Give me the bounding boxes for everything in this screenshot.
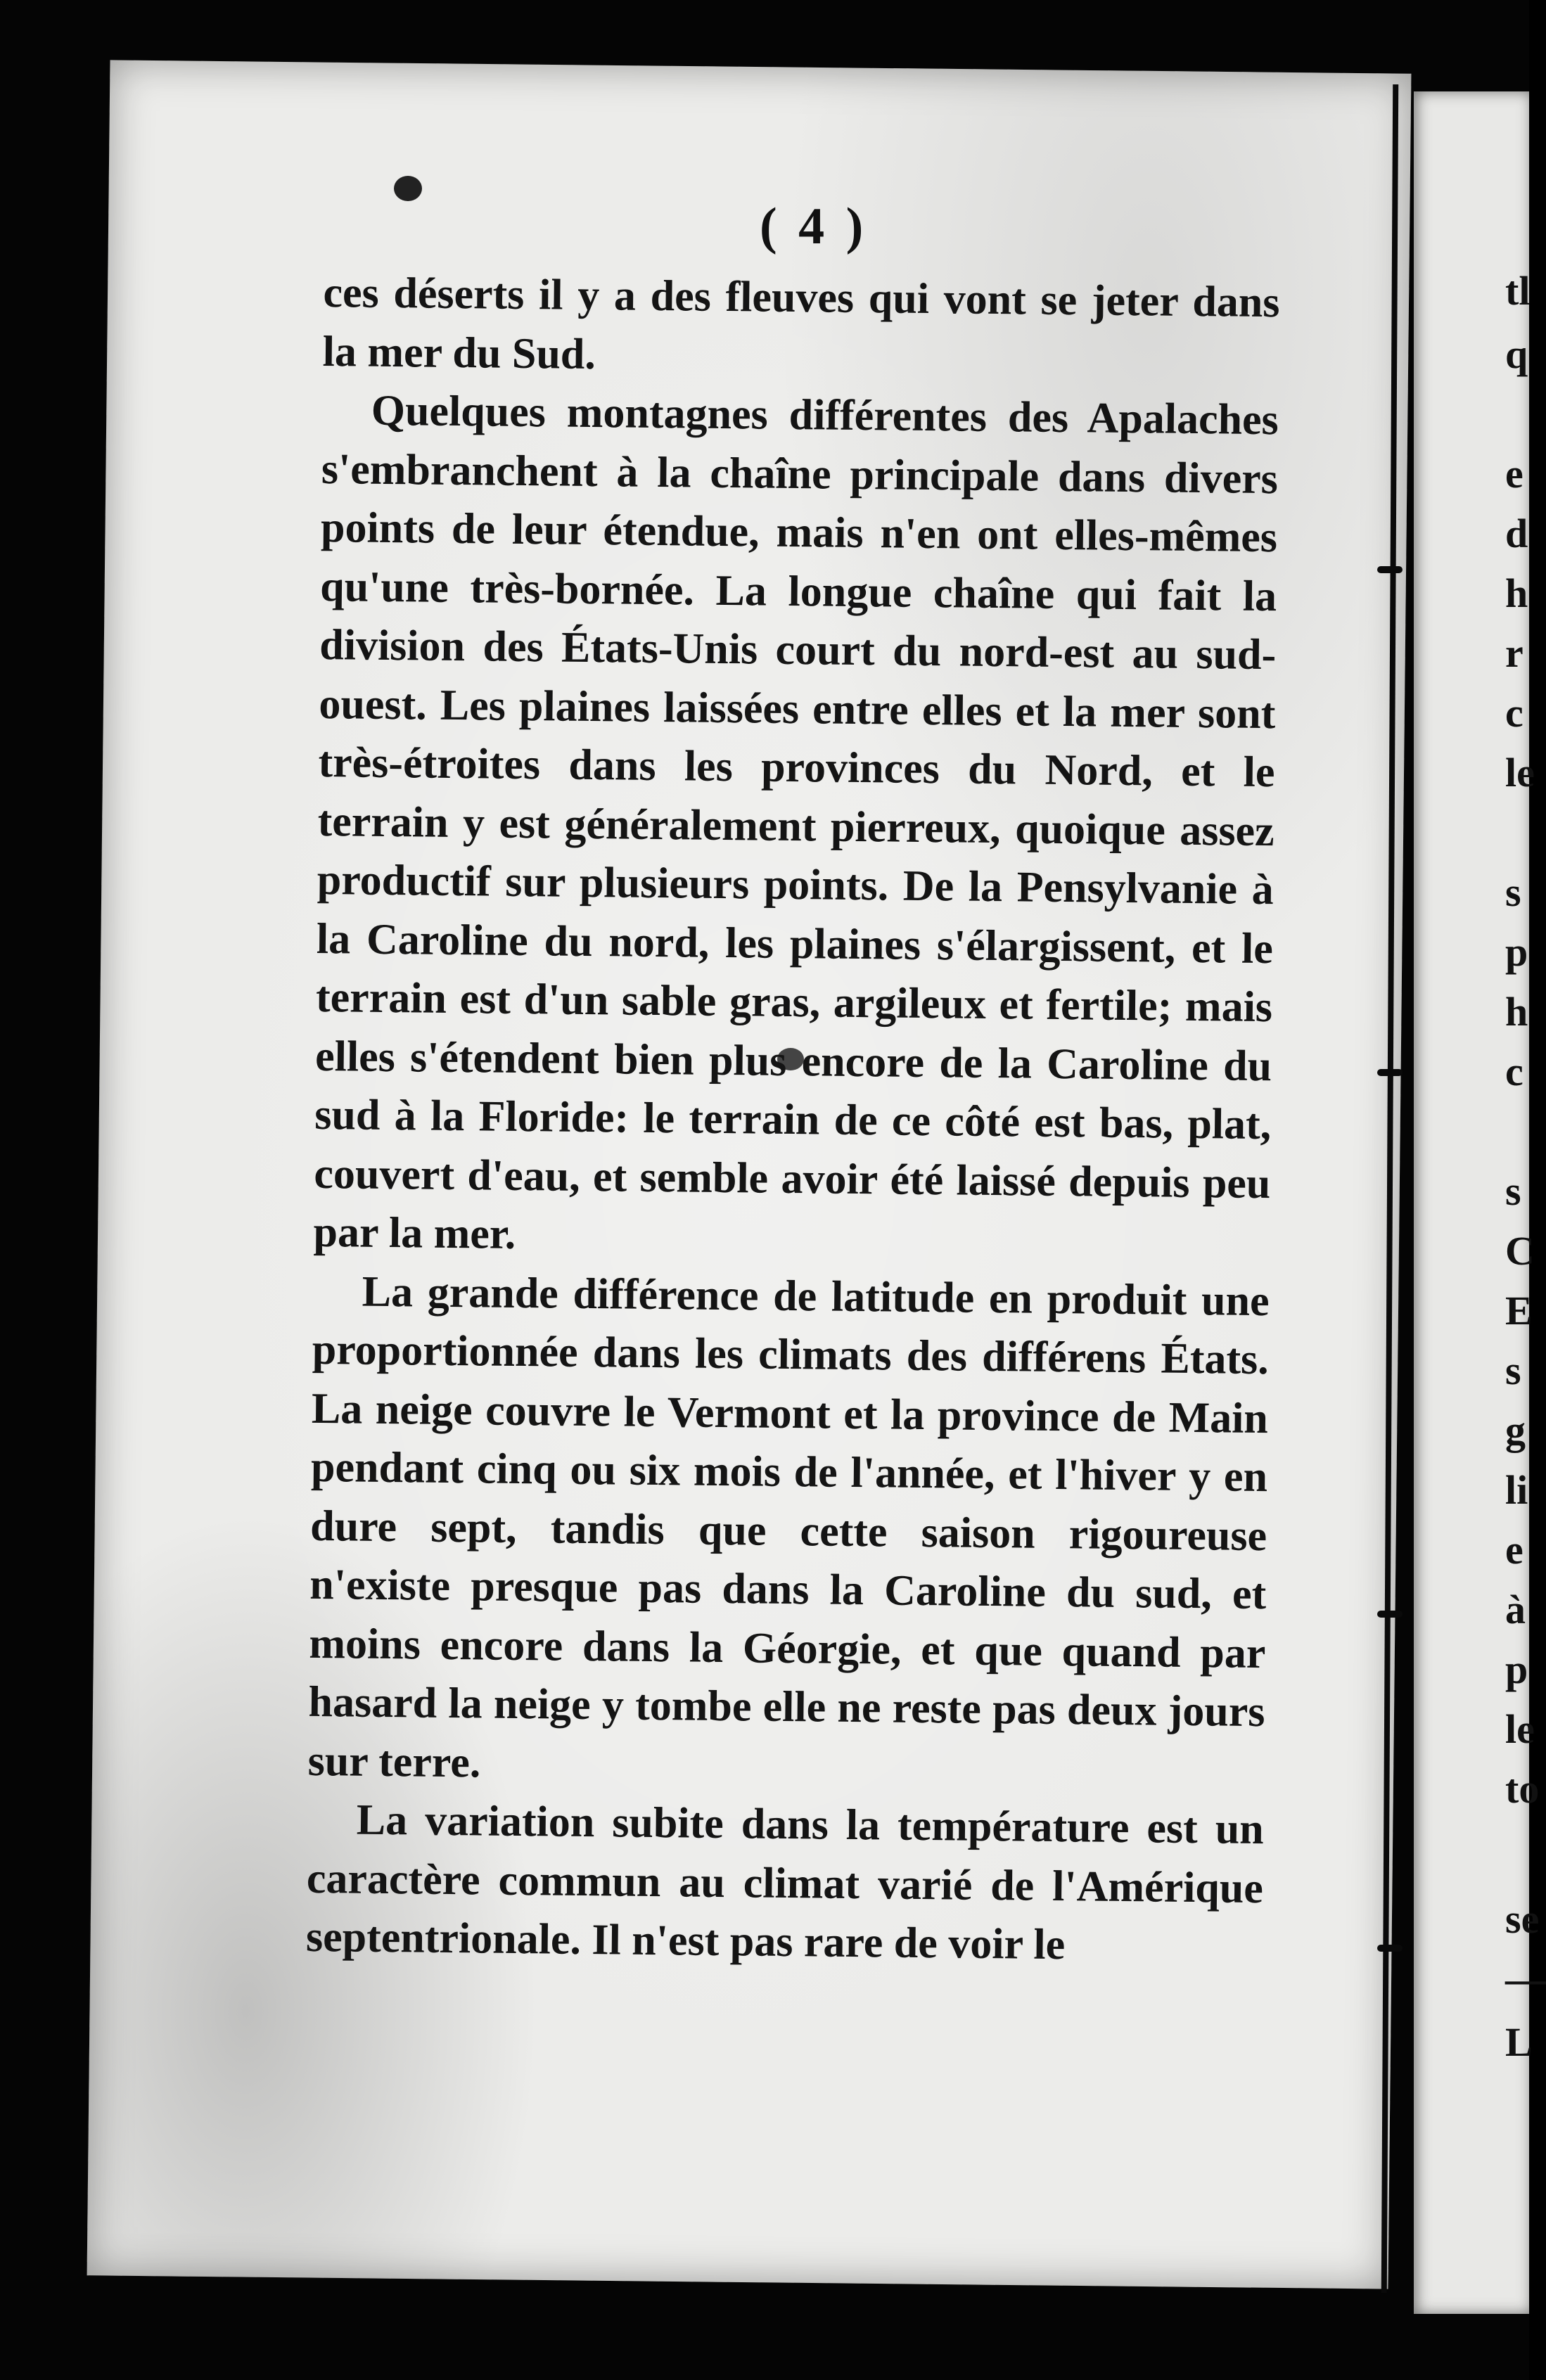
paragraph: Quelques montagnes différentes des Apalaches s'embranchent à la chaîne principale dans divers points de leur étendue, mais n'en ont elles-mêmes qu'une très-bornée. La longue chaîne qui fait la division des États-Unis court du nord-est au sud-ouest. Les plaines laissées entre elles et la mer sont très-étroites dans les provinces du Nord, et le terrain y est généralement pierreux, quoique assez productif sur plusieurs points. De la Pensylvanie à la Caroline du nord, les plaines s'élargissent, et le terrain est d'un sable gras, argileux et fertile; mais elles s'étendent bien plus encore de la Caroline du sud à la Floride: le terrain de ce côté est bas, plat, couvert d'eau, et semble avoir été laissé depuis peu par la mer. [313,386,1279,1258]
facing-page-fragment: h [1505,989,1528,1035]
facing-page-fragment: p [1505,929,1528,975]
facing-page-fragment: p [1505,1646,1528,1692]
facing-page-fragment: g [1505,1407,1526,1453]
paragraph: ces déserts il y a des fleuves qui vont se jeter dans la mer du Sud. [322,268,1280,378]
ink-blot [394,176,422,201]
facing-page-fragment: h [1505,570,1528,616]
facing-page-fragment: to [1505,1766,1540,1812]
page-number: ( 4 ) [760,198,868,255]
facing-page-fragment: le [1505,1706,1535,1752]
facing-page-fragment: — [1505,1956,1546,2002]
page-body-text [306,264,1280,1977]
binding-stitch [1377,566,1403,573]
facing-page-fragment: li [1505,1467,1528,1513]
facing-page-fragment: q [1505,331,1528,377]
binding-stitch [1377,1945,1403,1952]
facing-page-fragment: d [1505,511,1528,556]
facing-page-fragment: e [1505,1527,1523,1573]
facing-page-fragment: e [1505,451,1523,497]
facing-page-fragment: tl [1505,268,1531,314]
paragraph: La grande différence de latitude en produit une proportionnée dans les climats des différens États. La neige couvre le Vermont et la province de Main pendant cinq ou six mois de l'année, et l'hiver y en dure sept, tandis que cette saison rigoureuse n'existe presque pas dans la Caroline du sud, et moins encore dans la Géorgie, et que quand par hasard la neige y tombe elle ne reste pas deux jours sur terre. [307,1267,1270,1786]
facing-page-fragment: L [1505,2019,1533,2065]
binding-stitch [1377,1611,1403,1618]
paragraph: La variation subite dans la température est un caractère commun au climat varié de l'Amérique septentrionale. Il n'est pas rare de voir le [305,1796,1265,1969]
binding-stitch [1377,1069,1403,1076]
facing-page-fragment: c [1505,1049,1523,1094]
facing-page-fragment: à [1505,1587,1526,1632]
facing-page-fragment: C [1505,1228,1535,1274]
facing-page-fragment: le [1505,750,1535,795]
facing-page-fragment: s [1505,869,1521,915]
facing-page-fragment: c [1505,690,1523,736]
facing-page-fragment: E [1505,1288,1533,1333]
facing-page-fragment: s [1505,1168,1521,1214]
facing-page-fragment: s [1505,1348,1521,1393]
facing-page-fragment: r [1505,630,1523,676]
facing-page-fragment: se [1505,1896,1540,1942]
